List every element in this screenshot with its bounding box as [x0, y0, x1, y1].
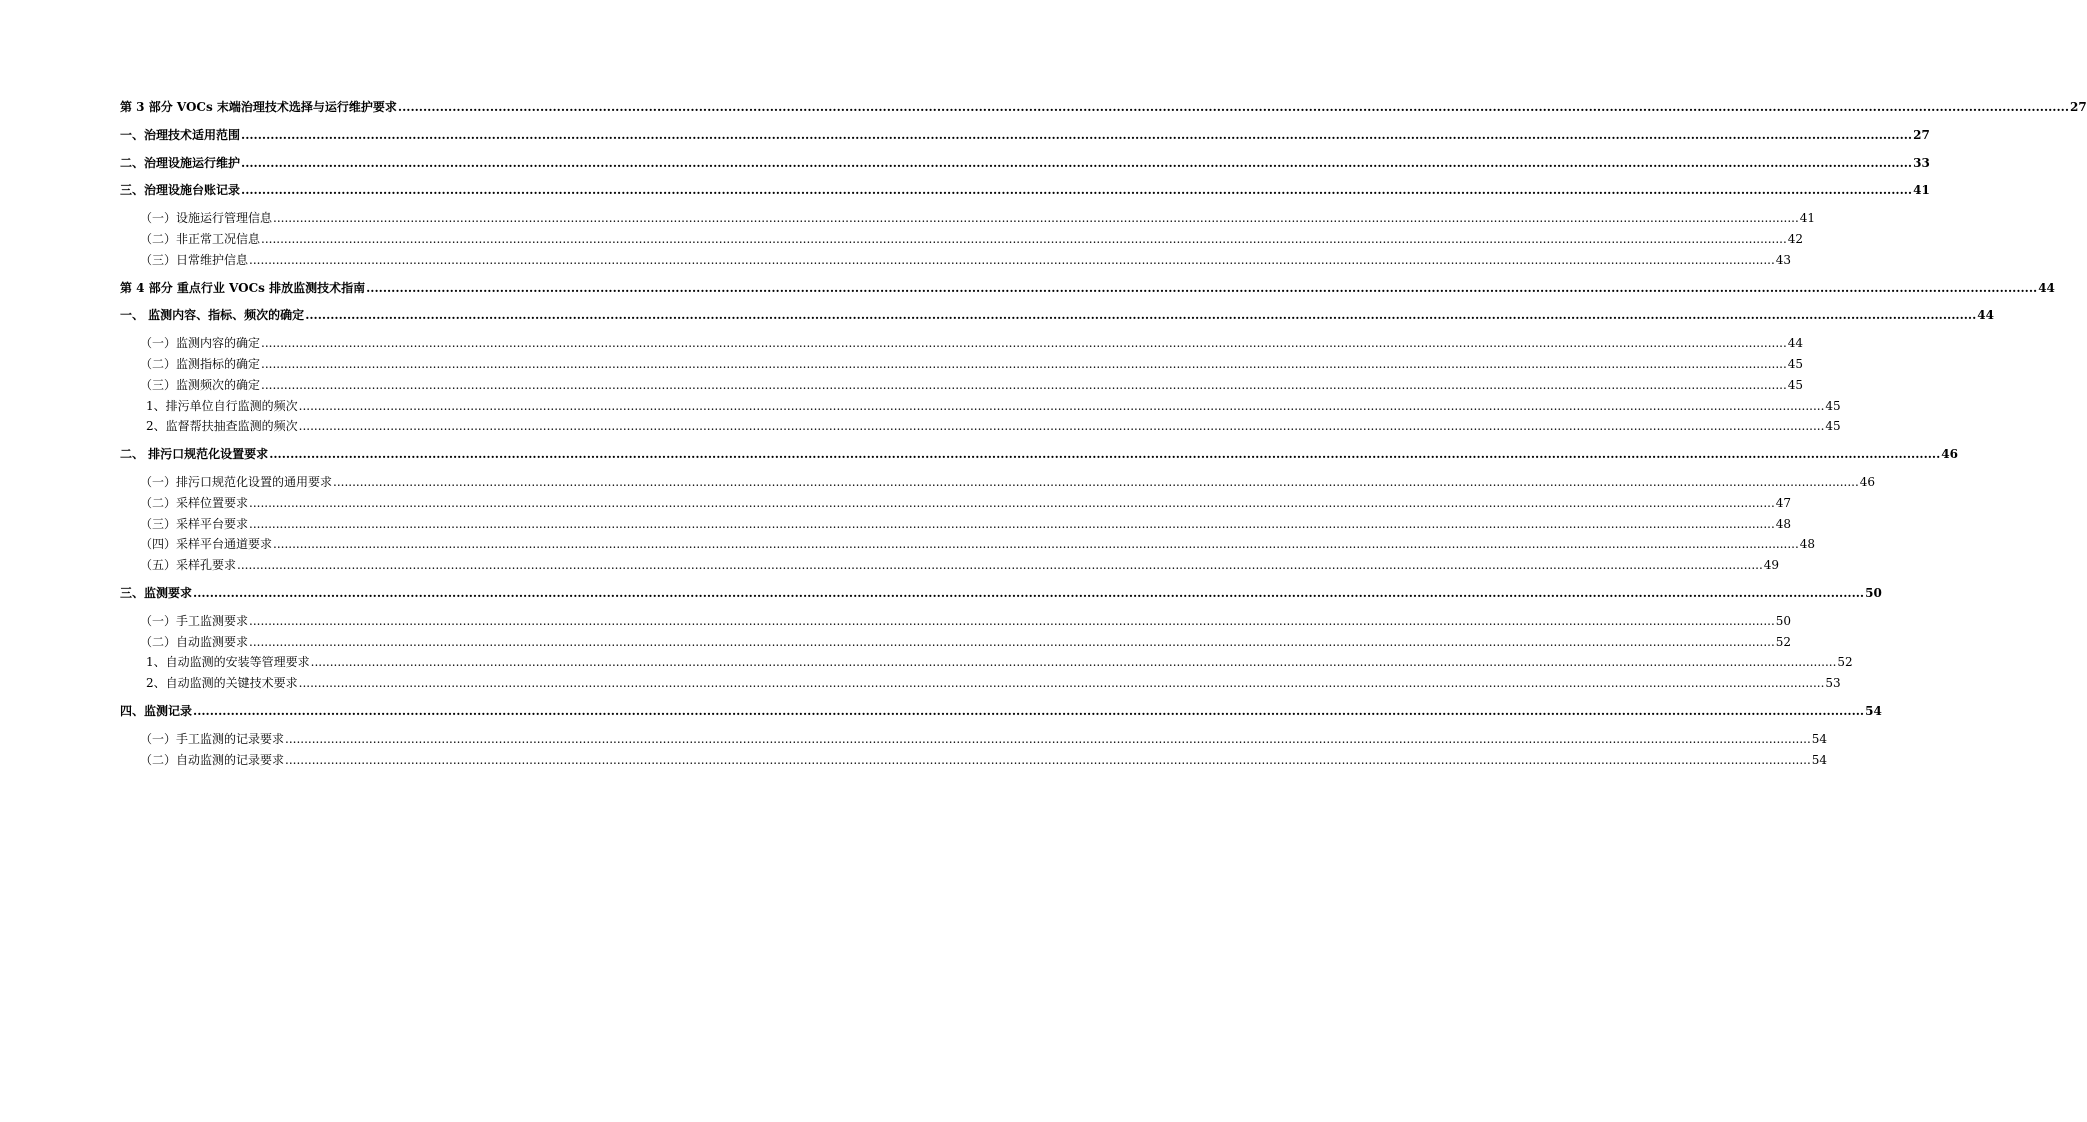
toc-page-number: 44 — [1787, 336, 1804, 351]
toc-entry[interactable] — [120, 153, 1930, 174]
toc-page-number: 49 — [1763, 558, 1780, 573]
toc-page-number: 27 — [1913, 127, 1930, 142]
toc-entry-title: （二）采样位置要求 — [140, 495, 249, 510]
toc-entry[interactable] — [120, 611, 1792, 632]
toc-page-number: 50 — [1865, 585, 1882, 600]
toc-page-number: 33 — [1913, 155, 1930, 170]
toc-page-number: 45 — [1825, 419, 1841, 434]
toc-dot-leader: ................................................................................................................................................................................................................................................................................................................................................................................................................ — [249, 516, 1775, 531]
toc-dot-leader: ................................................................................................................................................................................................................................................................................................................................................................................................................ — [273, 211, 1799, 226]
toc-entry[interactable] — [120, 555, 1780, 576]
toc-dot-leader: ................................................................................................................................................................................................................................................................................................................................................................................................................ — [298, 419, 1825, 434]
toc-entry-title: （一）设施运行管理信息 — [140, 211, 273, 226]
toc-entry-title: （二）自动监测的记录要求 — [140, 752, 285, 767]
toc-entry-title: （一）监测内容的确定 — [140, 336, 261, 351]
toc-page-number: 44 — [1977, 308, 1994, 323]
toc-dot-leader: ................................................................................................................................................................................................................................................................................................................................................................................................................ — [249, 495, 1775, 510]
toc-dot-leader: ................................................................................................................................................................................................................................................................................................................................................................................................................ — [333, 474, 1859, 489]
toc-page-number: 52 — [1775, 634, 1792, 649]
toc-entry[interactable] — [120, 396, 1841, 417]
toc-entry[interactable] — [120, 632, 1792, 653]
toc-dot-leader: ................................................................................................................................................................................................................................................................................................................................................................................................................ — [305, 308, 1977, 323]
toc-page-number: 53 — [1825, 676, 1841, 691]
toc-dot-leader: ................................................................................................................................................................................................................................................................................................................................................................................................................ — [397, 100, 2070, 114]
toc-page-number: 44 — [2038, 280, 2055, 295]
toc-entry[interactable] — [120, 514, 1792, 535]
toc-entry-title: （一）手工监测的记录要求 — [140, 731, 285, 746]
toc-dot-leader: ................................................................................................................................................................................................................................................................................................................................................................................................................ — [193, 703, 1865, 718]
toc-dot-leader: ................................................................................................................................................................................................................................................................................................................................................................................................................ — [261, 231, 1787, 246]
toc-entry-title: （一）手工监测要求 — [140, 613, 249, 628]
toc-page-number: 41 — [1913, 183, 1930, 198]
toc-page-number: 45 — [1825, 398, 1841, 413]
toc-entry[interactable] — [120, 729, 1828, 750]
toc-entry-title: 2、自动监测的关键技术要求 — [146, 676, 298, 691]
toc-entry-title: （四）采样平台通道要求 — [140, 537, 273, 552]
toc-page-number: 42 — [1787, 231, 1804, 246]
toc-entry[interactable] — [120, 472, 1876, 493]
toc-dot-leader: ................................................................................................................................................................................................................................................................................................................................................................................................................ — [249, 252, 1775, 267]
toc-entry[interactable] — [120, 250, 1792, 271]
toc-entry[interactable] — [120, 125, 1930, 146]
toc-page-number: 45 — [1787, 377, 1804, 392]
toc-entry[interactable] — [120, 583, 1882, 604]
toc-entry[interactable] — [120, 375, 1804, 396]
toc-entry[interactable] — [120, 97, 2087, 118]
toc-page-number: 47 — [1775, 495, 1792, 510]
toc-entry[interactable] — [120, 333, 1804, 354]
toc-dot-leader: ................................................................................................................................................................................................................................................................................................................................................................................................................ — [269, 447, 1941, 462]
toc-entry[interactable] — [120, 305, 1994, 326]
toc-dot-leader: ................................................................................................................................................................................................................................................................................................................................................................................................................ — [273, 537, 1799, 552]
toc-dot-leader: ................................................................................................................................................................................................................................................................................................................................................................................................................ — [285, 731, 1811, 746]
toc-entry-title: 二、治理设施运行维护 — [120, 155, 241, 170]
toc-dot-leader: ................................................................................................................................................................................................................................................................................................................................................................................................................ — [241, 183, 1913, 198]
toc-entry-title: 2、监督帮扶抽查监测的频次 — [146, 419, 298, 434]
toc-entry-title: 第 4 部分 重点行业 VOCs 排放监测技术指南 — [120, 280, 366, 295]
toc-entry-title: （二）监测指标的确定 — [140, 356, 261, 371]
table-of-contents — [120, 97, 2087, 770]
toc-entry-title: （二）非正常工况信息 — [140, 231, 261, 246]
toc-entry-title: 二、 排污口规范化设置要求 — [120, 447, 269, 462]
toc-entry-title: （一）排污口规范化设置的通用要求 — [140, 474, 333, 489]
toc-entry[interactable] — [120, 354, 1804, 375]
toc-page-number: 48 — [1799, 537, 1816, 552]
toc-dot-leader: ................................................................................................................................................................................................................................................................................................................................................................................................................ — [249, 613, 1775, 628]
toc-entry-title: 四、监测记录 — [120, 703, 193, 718]
toc-dot-leader: ................................................................................................................................................................................................................................................................................................................................................................................................................ — [261, 356, 1787, 371]
toc-entry-title: 第 3 部分 VOCs 末端治理技术选择与运行维护要求 — [120, 100, 397, 114]
toc-entry-title: 三、治理设施台账记录 — [120, 183, 241, 198]
toc-dot-leader: ................................................................................................................................................................................................................................................................................................................................................................................................................ — [241, 155, 1913, 170]
toc-entry[interactable] — [120, 493, 1792, 514]
toc-dot-leader: ................................................................................................................................................................................................................................................................................................................................................................................................................ — [261, 336, 1787, 351]
toc-entry[interactable] — [120, 673, 1841, 694]
toc-entry-title: 一、 监测内容、指标、频次的确定 — [120, 308, 305, 323]
toc-entry[interactable] — [120, 416, 1841, 437]
toc-entry-title: 一、治理技术适用范围 — [120, 127, 241, 142]
toc-page-number: 52 — [1837, 655, 1853, 670]
toc-entry-title: （三）日常维护信息 — [140, 252, 249, 267]
toc-entry[interactable] — [120, 229, 1804, 250]
toc-page-number: 43 — [1775, 252, 1792, 267]
toc-dot-leader: ................................................................................................................................................................................................................................................................................................................................................................................................................ — [298, 676, 1825, 691]
toc-dot-leader: ................................................................................................................................................................................................................................................................................................................................................................................................................ — [193, 585, 1865, 600]
toc-dot-leader: ................................................................................................................................................................................................................................................................................................................................................................................................................ — [241, 127, 1913, 142]
toc-entry[interactable] — [120, 180, 1930, 201]
toc-page-number: 45 — [1787, 356, 1804, 371]
toc-entry[interactable] — [120, 750, 1828, 771]
toc-entry[interactable] — [120, 652, 1853, 673]
toc-entry[interactable] — [120, 534, 1816, 555]
toc-entry-title: 1、排污单位自行监测的频次 — [146, 398, 298, 413]
toc-page-number: 50 — [1775, 613, 1792, 628]
toc-entry-title: （三）采样平台要求 — [140, 516, 249, 531]
toc-dot-leader: ................................................................................................................................................................................................................................................................................................................................................................................................................ — [237, 558, 1763, 573]
toc-dot-leader: ................................................................................................................................................................................................................................................................................................................................................................................................................ — [249, 634, 1775, 649]
toc-dot-leader: ................................................................................................................................................................................................................................................................................................................................................................................................................ — [310, 655, 1837, 670]
toc-entry-title: 三、监测要求 — [120, 585, 193, 600]
toc-entry-title: （五）采样孔要求 — [140, 558, 237, 573]
toc-entry-title: 1、自动监测的安装等管理要求 — [146, 655, 310, 670]
toc-dot-leader: ................................................................................................................................................................................................................................................................................................................................................................................................................ — [285, 752, 1811, 767]
toc-entry[interactable] — [120, 208, 1816, 229]
toc-dot-leader: ................................................................................................................................................................................................................................................................................................................................................................................................................ — [298, 398, 1825, 413]
toc-page-number: 54 — [1865, 703, 1882, 718]
toc-page-number: 41 — [1799, 211, 1816, 226]
toc-page-number: 46 — [1859, 474, 1876, 489]
toc-page-number: 48 — [1775, 516, 1792, 531]
toc-page-number: 46 — [1941, 447, 1958, 462]
toc-entry-title: （三）监测频次的确定 — [140, 377, 261, 392]
toc-entry[interactable] — [120, 278, 2055, 299]
toc-page-number: 27 — [2070, 100, 2087, 114]
toc-entry[interactable] — [120, 701, 1882, 722]
toc-page-number: 54 — [1811, 731, 1828, 746]
toc-entry-title: （二）自动监测要求 — [140, 634, 249, 649]
toc-dot-leader: ................................................................................................................................................................................................................................................................................................................................................................................................................ — [261, 377, 1787, 392]
toc-dot-leader: ................................................................................................................................................................................................................................................................................................................................................................................................................ — [366, 280, 2038, 295]
toc-entry[interactable] — [120, 444, 1958, 465]
toc-page-number: 54 — [1811, 752, 1828, 767]
